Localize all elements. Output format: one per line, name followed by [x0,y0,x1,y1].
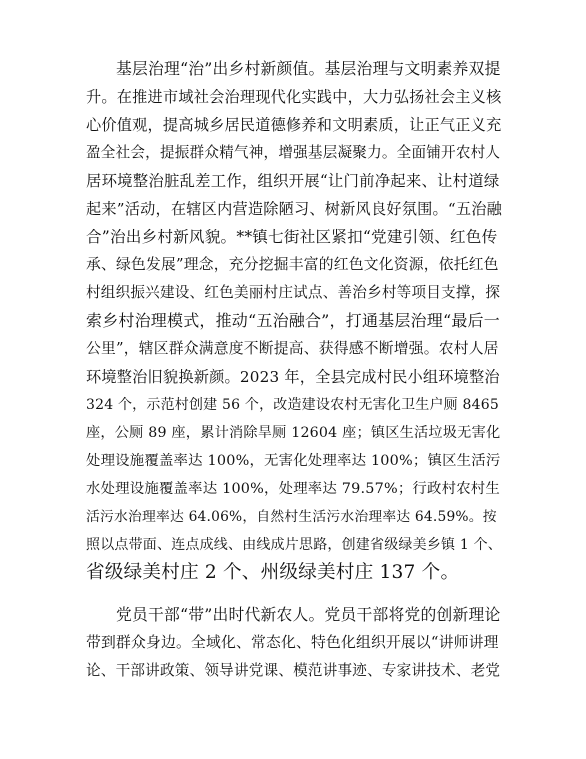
text-line: 环境整治旧貌换新颜。2023 年，全县完成村民小组环境整治 [86,368,500,386]
text-line: 水处理设施覆盖率达 100%，处理率达 79.57%；行政村农村生 [86,481,500,497]
text-line: 村组织振兴建设、红色美丽村庄试点、善治乡村等项目支撑，探 [86,284,501,301]
text-line: 活污水治理率达 64.06%，自然村生活污水治理率达 64.59%。按 [86,509,497,525]
text-line: 索乡村治理模式，推动“五治融合”，打通基层治理“最后一 [86,311,500,330]
text-line: 省级绿美村庄 2 个、州级绿美村庄 137 个。 [86,562,460,583]
text-line: 座，公厕 89 座，累计消除旱厕 12604 座；镇区生活垃圾无害化 [86,425,501,441]
text-line: 心价值观，提高城乡居民道德修养和文明素质，让正气正义充 [86,116,502,134]
text-line: 带到群众身边。全域化、常态化、特色化组织开展以“讲师讲理 [86,634,499,651]
text-line: 公里”，辖区群众满意度不断提高、获得感不断增强。农村人居 [86,340,499,357]
text-line: 盈全社会，提振群众精气神，增强基层凝聚力。全面铺开农村人 [86,144,501,161]
text-line: 论、干部讲政策、领导讲党课、模范讲事迹、专家讲技术、老党 [86,662,501,679]
text-line: 居环境整治脏乱差工作，组织开展“让门前净起来、让村道绿 [86,172,500,190]
text-line: 升。在推进市域社会治理现代化实践中，大力弘扬社会主义核 [86,88,502,106]
text-line: 承、绿色发展”理念，充分挖掘丰富的红色文化资源，依托红色 [86,256,499,273]
text-line: 324 个，示范村创建 56 个，改造建设农村无害化卫生户厕 8465 [86,397,499,413]
text-line: 处理设施覆盖率达 100%，无害化处理率达 100%；镇区生活污 [86,453,501,469]
text-line: 合”治出乡村新风貌。**镇七街社区紧扣“党建引领、红色传 [86,228,498,246]
text-line: 基层治理“治”出乡村新颜值。基层治理与文明素养双提 [116,59,501,78]
text-line: 照以点带面、连点成线、由线成片思路，创建省级绿美乡镇 1 个、 [86,537,503,553]
text-line: 起来”活动，在辖区内营造除陋习、树新风良好氛围。“五治融 [86,200,503,218]
text-line: 党员干部“带”出时代新农人。党员干部将党的创新理论 [116,605,501,624]
